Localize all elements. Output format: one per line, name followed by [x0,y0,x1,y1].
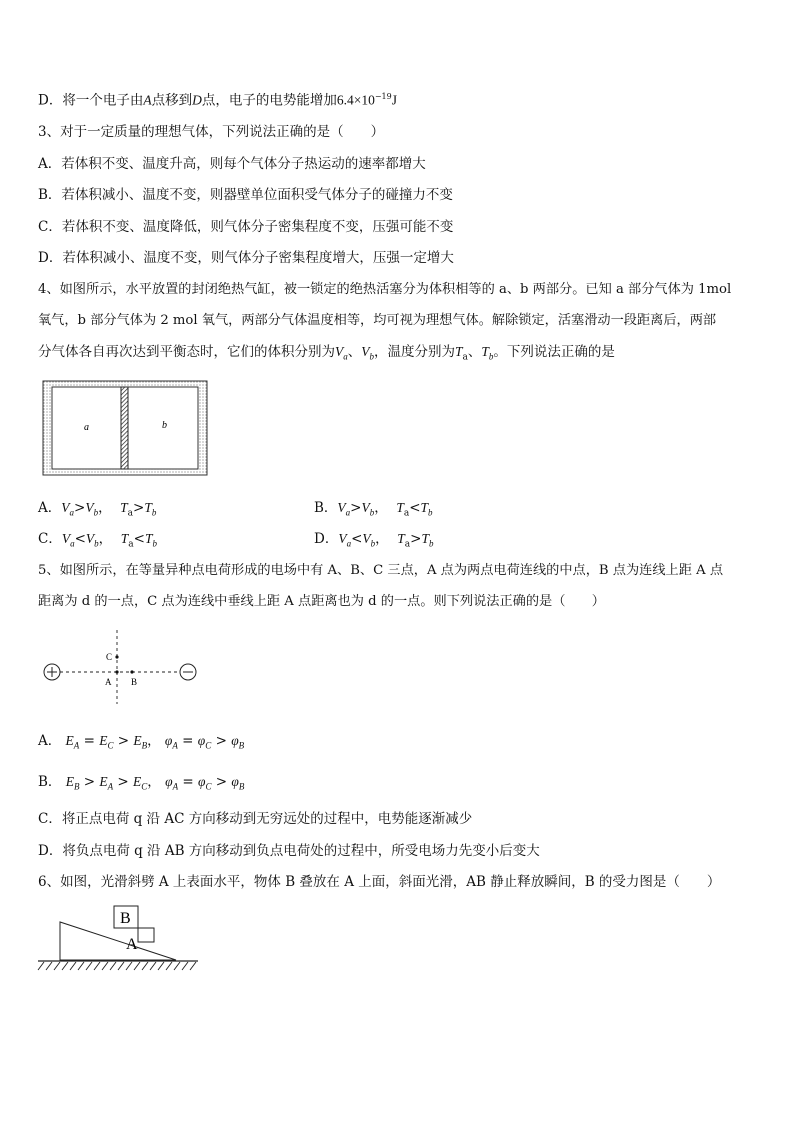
q5-stem-line1: 5、如图所示，在等量异种点电荷形成的电场中有 A、B、C 三点，A 点为两点电荷连线的中点，B 点为连线上距 A 点 [38,563,724,578]
point-c [115,655,118,658]
q3-option-c: C．若体积不变、温度降低，则气体分子密集程度不变，压强可能不变 [38,219,454,235]
q2-option-d: D．将一个电子由A点移到D点，电子的电势能增加$6.4\times 10^{-19}J$ [38,92,397,109]
q4-fig-label-b: b [162,420,167,431]
q6-wedge-figure [36,902,202,976]
q5-option-d: D．将负点电荷 q 沿 AB 方向移动到负点电荷处的过程中，所受电场力先变小后变大 [38,843,540,859]
q3-option-d: D．若体积减小、温度不变，则气体分子密集程度增大，压强一定增大 [38,250,454,266]
q3-option-a: A．若体积不变、温度升高，则每个气体分子热运动的速率都增大 [38,156,426,172]
q5-fig-label-a: A [105,677,112,687]
q4-stem-line1: 4、如图所示，水平放置的封闭绝热气缸，被一锁定的绝热活塞分为体积相等的 a、b 两部分。已知 a 部分气体为 1mol [38,282,732,297]
q3-option-b: B．若体积减小、温度不变，则器壁单位面积受气体分子的碰撞力不变 [38,187,453,203]
q5-option-c: C．将正点电荷 q 沿 AC 方向移动到无穷远处的过程中，电势能逐渐减少 [38,811,473,827]
q5-stem-line2: 距离为 d 的一点，C 点为连线中垂线上距 A 点距离也为 d 的一点。则下列说法正确的是（ ） [38,594,605,609]
point-a [115,670,118,673]
q5-charges-figure [38,626,208,706]
point-b [130,670,133,673]
q5-option-a: A． $E_A = E_C > E_B$， $\varphi_A = \varphi_C > \varphi_B$ [38,733,245,751]
q4-option-c: C．$V_a<V_b$， $T_a<T_b$ [38,531,157,550]
q6-fig-label-b: B [120,910,131,927]
q3-stem: 3、对于一定质量的理想气体，下列说法正确的是（ ） [38,124,385,140]
q4-fig-label-a: a [84,422,89,433]
q5-fig-label-c: C [106,652,113,662]
q4-stem-line3: 分气体各自再次达到平衡态时，它们的体积分别为$V_a$、$V_b$，温度分别为$T_a$、$T_b$。下列说法正确的是 [38,344,615,363]
q5-fig-label-b: B [131,677,138,687]
q4-option-d: D．$V_a<V_b$， $T_a>T_b$ [314,531,434,550]
q6-fig-label-a: A [126,936,138,953]
q6-stem: 6、如图，光滑斜劈 A 上表面水平，物体 B 叠放在 A 上面，斜面光滑，AB 静止释放瞬间，B 的受力图是（ ） [38,874,721,890]
q5-option-b: B． $E_B > E_A > E_C$， $\varphi_A = \varphi_C > \varphi_B$ [38,774,245,792]
q4-cylinder-figure [40,378,212,478]
q4-option-b: B．$V_a>V_b$， $T_a<T_b$ [314,500,433,519]
q4-stem-line2: 氧气，b 部分气体为 2 mol 氧气，两部分气体温度相等，均可视为理想气体。解除锁定，活塞滑动一段距离后，两部 [38,313,717,328]
q4-option-a: A．$V_a>V_b$， $T_a>T_b$ [38,500,157,519]
